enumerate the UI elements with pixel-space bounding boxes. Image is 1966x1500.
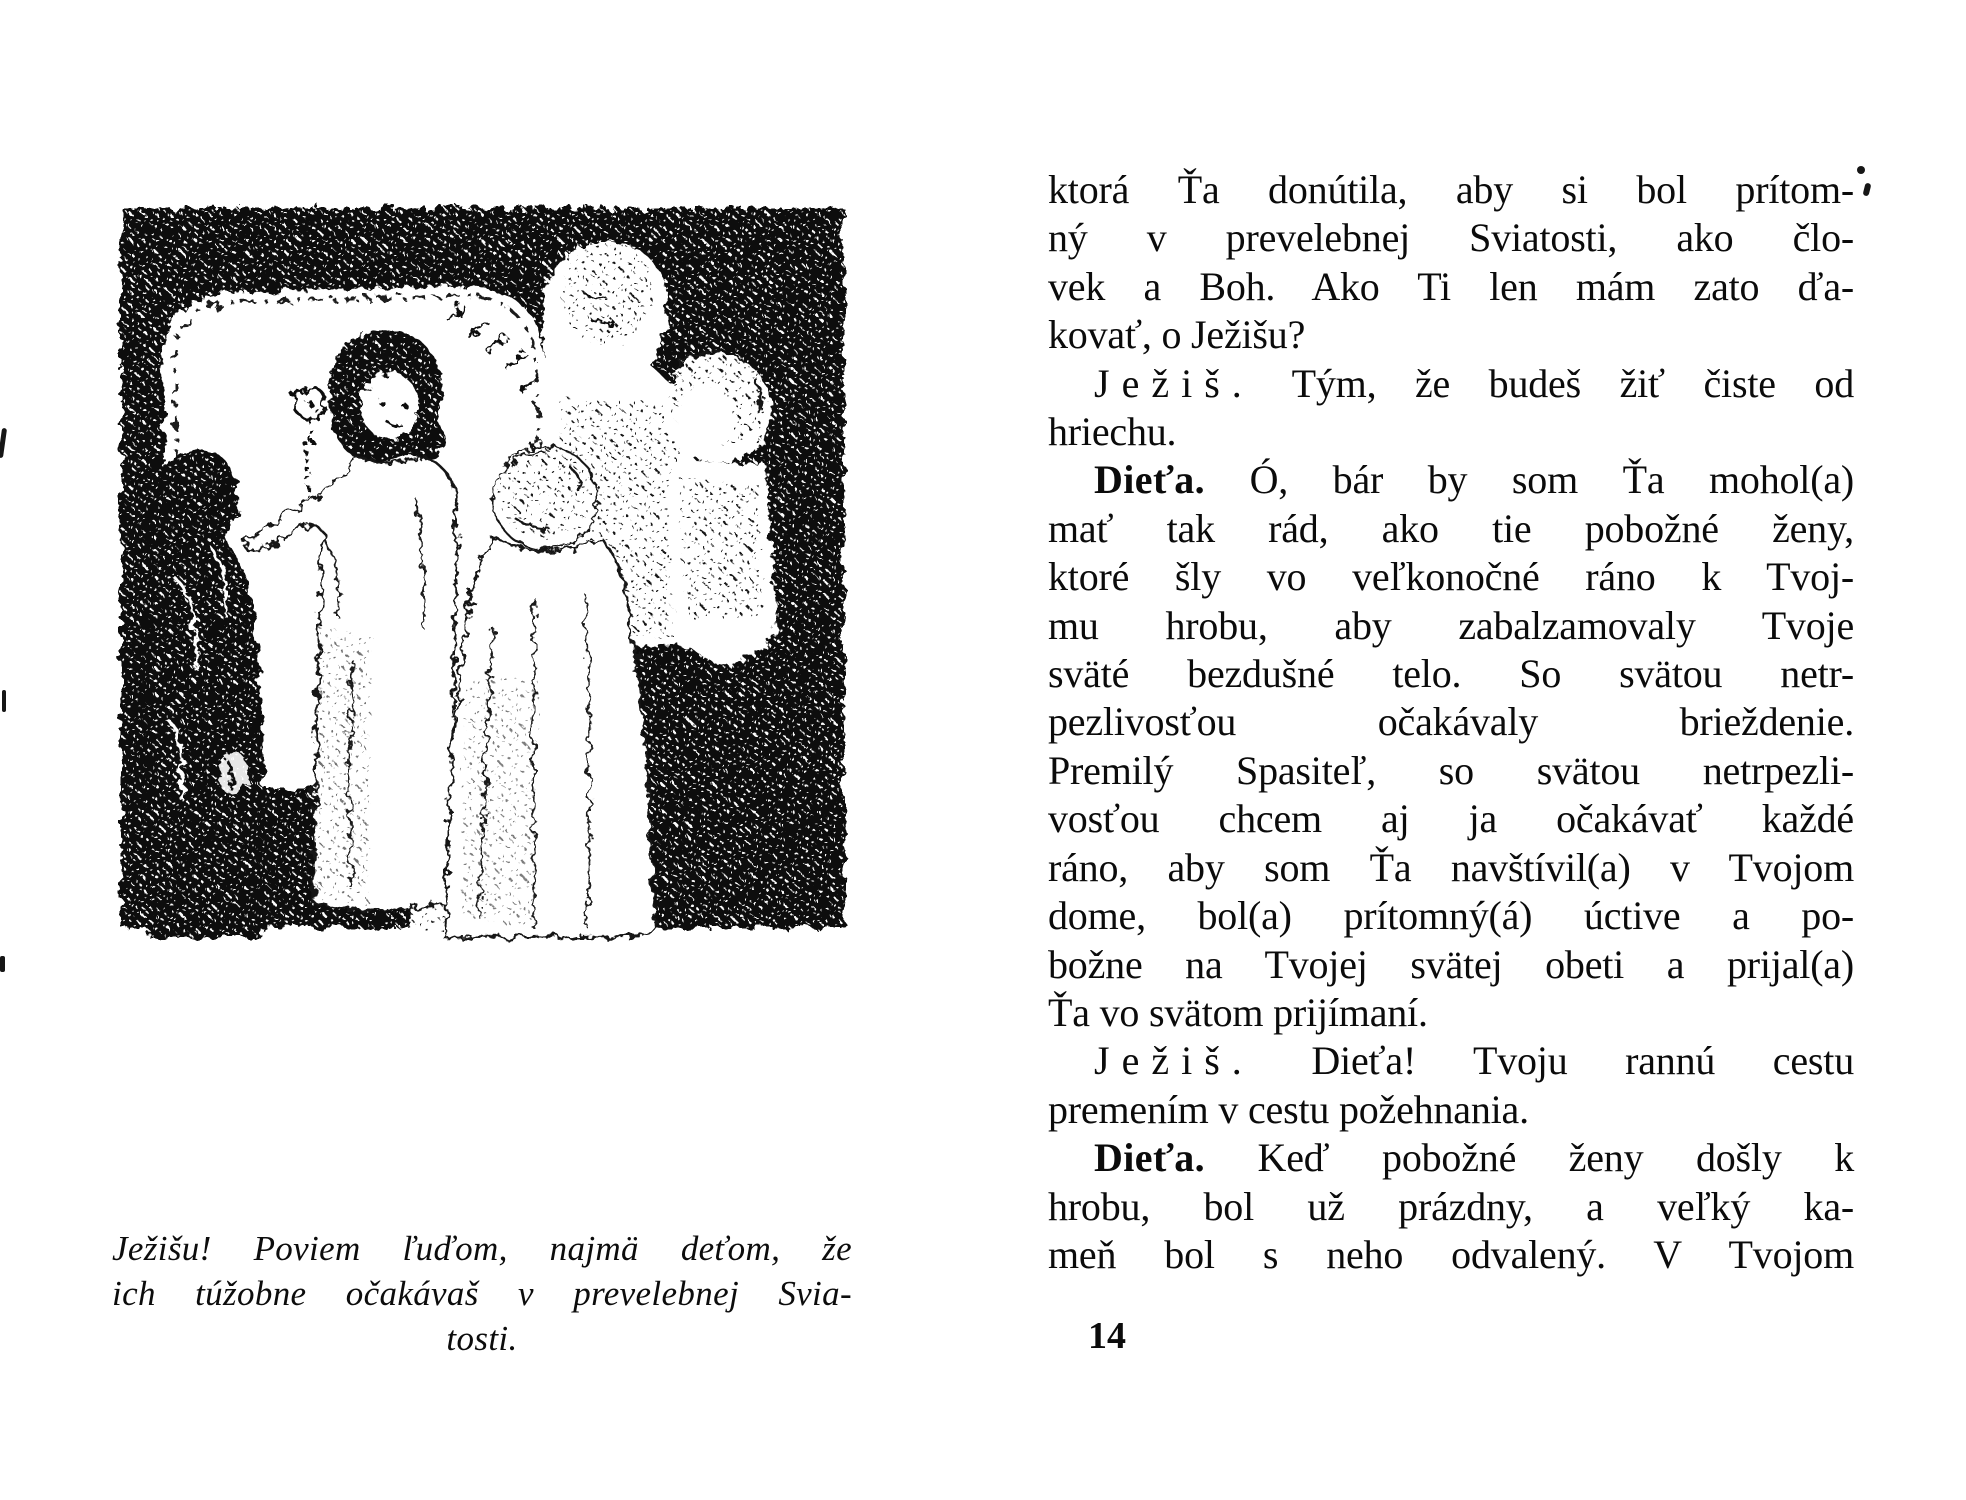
text-line: [1048, 1231, 1854, 1279]
text-line: [1048, 505, 1854, 553]
text-segment: ný v prevelebnej Sviatosti, ako člo-: [1048, 215, 1854, 261]
text-segment: Ťa vo svätom prijímaní.: [1048, 989, 1428, 1035]
text-line: [1048, 166, 1854, 214]
text-segment: mu hrobu, aby zabalzamovaly Tvoje: [1048, 602, 1854, 648]
text-line: [1048, 1086, 1854, 1134]
book-illustration: [115, 198, 850, 943]
text-segment: hrobu, bol už prázdny, a veľký ka-: [1048, 1183, 1854, 1229]
text-segment: ktorá Ťa donútila, aby si bol prítom-: [1048, 167, 1854, 212]
speaker-label: Ježiš.: [1094, 1038, 1254, 1084]
text-segment: vosťou chcem aj ja očakávať každé: [1048, 796, 1854, 842]
text-segment: sväté bezdušné telo. So svätou netr-: [1048, 651, 1854, 697]
text-segment: hriechu.: [1048, 409, 1177, 455]
text-line: [1048, 795, 1854, 843]
text-line: [1048, 844, 1854, 892]
text-line: [1048, 311, 1854, 359]
right-page-text: [1048, 166, 1854, 1279]
text-segment: kovať, o Ježišu?: [1048, 312, 1306, 358]
text-line: [1048, 1037, 1854, 1085]
text-segment: Ó, bár by som Ťa mohol(a): [1205, 457, 1854, 503]
text-segment: pezlivosťou očakávaly brieždenie.: [1048, 699, 1854, 745]
caption-line: tosti.: [446, 1319, 518, 1358]
text-line: [1048, 214, 1854, 262]
text-line: [1048, 408, 1854, 456]
illustration-figure: [115, 198, 850, 943]
text-segment: premením v cestu požehnania.: [1048, 1086, 1529, 1132]
speaker-label: Dieťa.: [1094, 1135, 1205, 1181]
text-line: [1048, 553, 1854, 601]
text-line: [1048, 747, 1854, 795]
page-number: 14: [1088, 1315, 1126, 1357]
scan-speck: [2, 690, 6, 712]
text-line: [1048, 698, 1854, 746]
caption-line: ich túžobne očakávaš v prevelebnej Svia-: [112, 1274, 852, 1313]
text-segment: meň bol s neho odvalený. V Tvojom: [1048, 1231, 1854, 1277]
scan-speck: [0, 956, 5, 972]
text-segment: Dieťa! Tvoju rannú cestu: [1253, 1038, 1854, 1084]
text-line: [1048, 263, 1854, 311]
text-segment: dome, bol(a) prítomný(á) úctive a po-: [1048, 893, 1854, 939]
scan-speck: [1857, 166, 1865, 174]
text-segment: vek a Boh. Ako Ti len mám zato ďa-: [1048, 263, 1854, 309]
text-segment: Premilý Spasiteľ, so svätou netrpezli-: [1048, 747, 1854, 793]
text-line: [1048, 989, 1854, 1037]
text-line: [1048, 650, 1854, 698]
text-segment: Keď pobožné ženy došly k: [1205, 1135, 1854, 1181]
text-line: [1048, 892, 1854, 940]
caption-line: Ježišu! Poviem ľuďom, najmä deťom, že: [112, 1229, 852, 1268]
text-segment: ktoré šly vo veľkonočné ráno k Tvoj-: [1048, 554, 1854, 600]
text-line: [1048, 941, 1854, 989]
text-line: [1048, 602, 1854, 650]
text-line: [1048, 360, 1854, 408]
text-segment: božne na Tvojej svätej obeti a prijal(a): [1048, 941, 1854, 987]
text-segment: mať tak rád, ako tie pobožné ženy,: [1048, 505, 1854, 551]
speaker-label: Dieťa.: [1094, 457, 1205, 503]
illustration-caption: [112, 1226, 852, 1361]
text-line: [1048, 1183, 1854, 1231]
scan-speck: [1863, 182, 1872, 196]
text-segment: ráno, aby som Ťa navštívil(a) v Tvojom: [1048, 844, 1854, 890]
speaker-label: Ježiš.: [1094, 360, 1254, 406]
text-line: [1048, 456, 1854, 504]
text-line: [1048, 1134, 1854, 1182]
text-segment: Tým, že budeš žiť čiste od: [1253, 360, 1854, 406]
scan-speck: [0, 428, 7, 458]
